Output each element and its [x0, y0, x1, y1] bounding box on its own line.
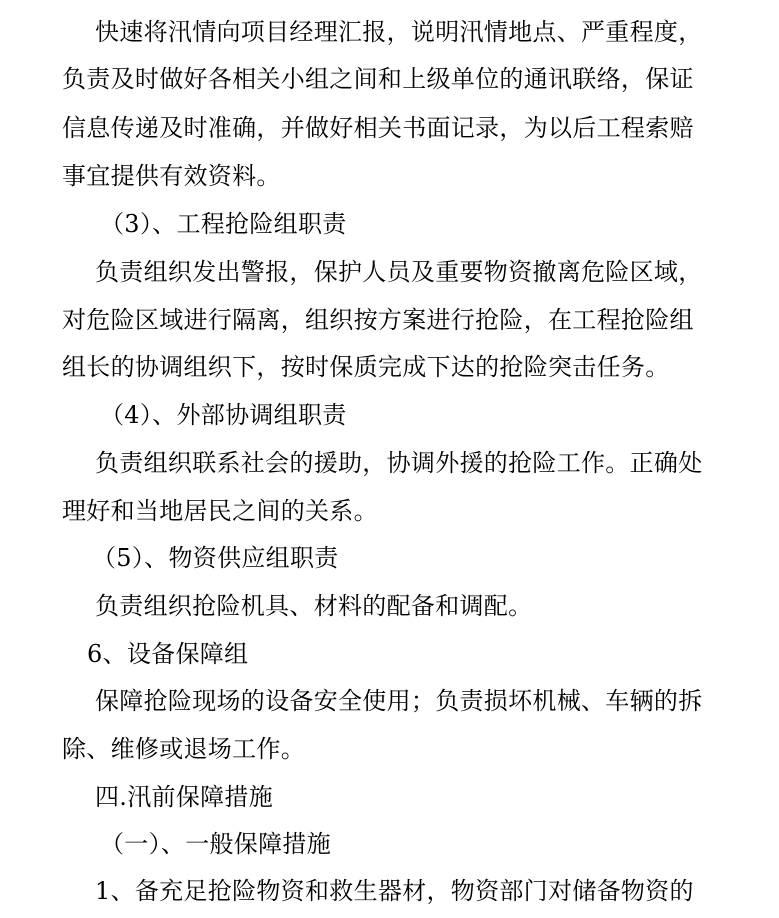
- paragraph-line: 保障抢险现场的设备安全使用；负责损坏机械、车辆的拆: [95, 687, 703, 715]
- section-heading: 6、设备保障组: [87, 640, 249, 668]
- paragraph-line: 快速将汛情向项目经理汇报，说明汛情地点、严重程度，: [95, 18, 703, 46]
- section-heading: 四.汛前保障措施: [95, 783, 274, 811]
- section-heading: （3）、工程抢险组职责: [100, 210, 347, 238]
- paragraph-line: 负责组织联系社会的援助，协调外援的抢险工作。正确处: [95, 449, 703, 477]
- paragraph-line: 负责及时做好各相关小组之间和上级单位的通讯联络，保证: [62, 65, 694, 93]
- paragraph-line: 事宜提供有效资料。: [62, 162, 281, 190]
- section-heading: （一）、一般保障措施: [100, 830, 331, 858]
- paragraph-line: 负责组织发出警报，保护人员及重要物资撤离危险区域，: [95, 258, 703, 286]
- paragraph-line: 组长的协调组织下，按时保质完成下达的抢险突击任务。: [62, 353, 670, 381]
- paragraph-line: 对危险区域进行隔离，组织按方案进行抢险，在工程抢险组: [62, 306, 694, 334]
- section-heading: （5）、物资供应组职责: [92, 544, 339, 572]
- paragraph-line: 除、维修或退场工作。: [62, 735, 305, 763]
- paragraph-line: 1、备充足抢险物资和救生器材，物资部门对储备物资的: [95, 877, 694, 905]
- section-heading: （4）、外部协调组职责: [100, 401, 347, 429]
- paragraph-line: 理好和当地居民之间的关系。: [62, 497, 378, 525]
- paragraph-line: 信息传递及时准确，并做好相关书面记录，为以后工程索赔: [62, 114, 694, 142]
- paragraph-line: 负责组织抢险机具、材料的配备和调配。: [95, 592, 533, 620]
